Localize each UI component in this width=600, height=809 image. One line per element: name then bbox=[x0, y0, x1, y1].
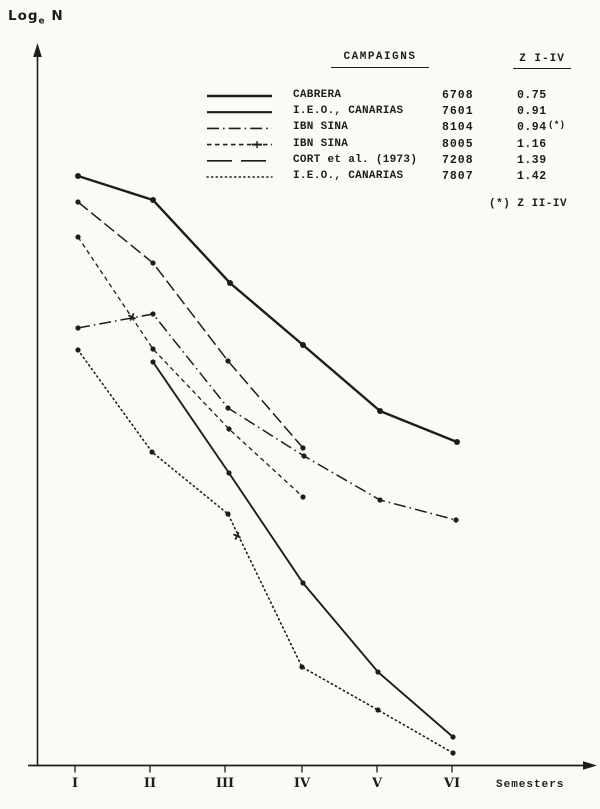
legend-campaign-number: 7208 bbox=[442, 154, 474, 167]
legend-series-name: CABRERA bbox=[293, 89, 342, 101]
legend-row-cabrera-6708 bbox=[0, 89, 600, 103]
data-point-8005 bbox=[150, 346, 155, 351]
data-point-8005 bbox=[226, 426, 231, 431]
data-point-7807 bbox=[375, 707, 380, 712]
x-tick-label-1: I bbox=[71, 776, 79, 791]
data-point-8005 bbox=[300, 494, 305, 499]
legend-campaign-number: 7601 bbox=[442, 105, 474, 118]
data-point-8104 bbox=[225, 405, 230, 410]
data-point-8104 bbox=[453, 517, 458, 522]
x-tick-label-4: IV bbox=[293, 776, 311, 791]
data-point-7601 bbox=[375, 669, 380, 674]
legend-campaign-number: 7807 bbox=[442, 170, 474, 183]
data-point-8104 bbox=[150, 311, 155, 316]
legend-campaigns-header: CAMPAIGNS bbox=[331, 51, 429, 68]
legend-footnote: (*) Z II-IV bbox=[489, 198, 568, 210]
data-point-6708 bbox=[377, 408, 383, 414]
legend-row-ieo-canarias-7807 bbox=[0, 170, 600, 184]
legend-campaign-number: 8005 bbox=[442, 138, 474, 151]
legend-z-value: 0.94 bbox=[517, 121, 547, 134]
data-point-8104 bbox=[301, 453, 306, 458]
legend-row-cort-7208 bbox=[0, 154, 600, 168]
data-point-7807 bbox=[225, 511, 230, 516]
data-point-7208 bbox=[225, 358, 230, 363]
x-tick-label-6: VI bbox=[443, 776, 461, 791]
data-point-7807 bbox=[149, 449, 154, 454]
y-axis-label-log: Log bbox=[8, 8, 39, 24]
x-tick-label-5: V bbox=[371, 776, 383, 791]
data-point-8104 bbox=[75, 325, 80, 330]
y-axis-label-sub-e: e bbox=[38, 16, 46, 27]
legend-row-ibn-sina-8005 bbox=[0, 138, 600, 152]
data-point-7601 bbox=[150, 359, 155, 364]
legend-series-name: IBN SINA bbox=[293, 121, 349, 133]
series-line-7601 bbox=[153, 362, 453, 737]
legend-campaign-number: 6708 bbox=[442, 89, 474, 102]
legend-series-name: I.E.O., CANARIAS bbox=[293, 170, 404, 182]
legend-campaign-number: 8104 bbox=[442, 121, 474, 134]
data-point-8104 bbox=[377, 497, 382, 502]
data-point-7807 bbox=[450, 750, 455, 755]
data-point-7208 bbox=[300, 445, 305, 450]
data-point-7601 bbox=[226, 470, 231, 475]
legend-series-name: I.E.O., CANARIAS bbox=[293, 105, 404, 117]
x-axis-arrowhead-icon bbox=[583, 761, 597, 770]
x-tick-label-3: III bbox=[215, 776, 235, 791]
series-line-8005 bbox=[78, 237, 303, 497]
data-point-7601 bbox=[450, 734, 455, 739]
data-point-7601 bbox=[300, 580, 305, 585]
legend-z-value: 0.91 bbox=[517, 105, 547, 118]
legend-z-footnote-mark: (*) bbox=[548, 119, 566, 130]
legend-z-value: 0.75 bbox=[517, 89, 547, 102]
data-point-7807 bbox=[299, 664, 304, 669]
legend-z-value: 1.42 bbox=[517, 170, 547, 183]
legend-row-ieo-canarias-7601 bbox=[0, 105, 600, 119]
x-axis-label: Semesters bbox=[496, 779, 565, 791]
data-point-8005 bbox=[75, 234, 80, 239]
legend-series-name: IBN SINA bbox=[293, 138, 349, 150]
series-line-8104 bbox=[78, 314, 456, 520]
legend-z-value: 1.16 bbox=[517, 138, 547, 151]
data-point-6708 bbox=[300, 342, 306, 348]
series-line-7807 bbox=[78, 350, 453, 753]
data-point-7208 bbox=[150, 260, 155, 265]
data-point-7807 bbox=[75, 347, 80, 352]
data-point-6708 bbox=[227, 280, 233, 286]
legend bbox=[0, 0, 600, 230]
legend-series-name: CORT et al. (1973) bbox=[293, 154, 418, 166]
x-tick-label-2: II bbox=[143, 776, 157, 791]
legend-z-header: Z I-IV bbox=[513, 53, 571, 69]
data-point-6708 bbox=[454, 439, 460, 445]
legend-z-value: 1.39 bbox=[517, 154, 547, 167]
legend-row-ibn-sina-8104 bbox=[0, 121, 600, 135]
y-axis-label-n: N bbox=[51, 8, 64, 24]
